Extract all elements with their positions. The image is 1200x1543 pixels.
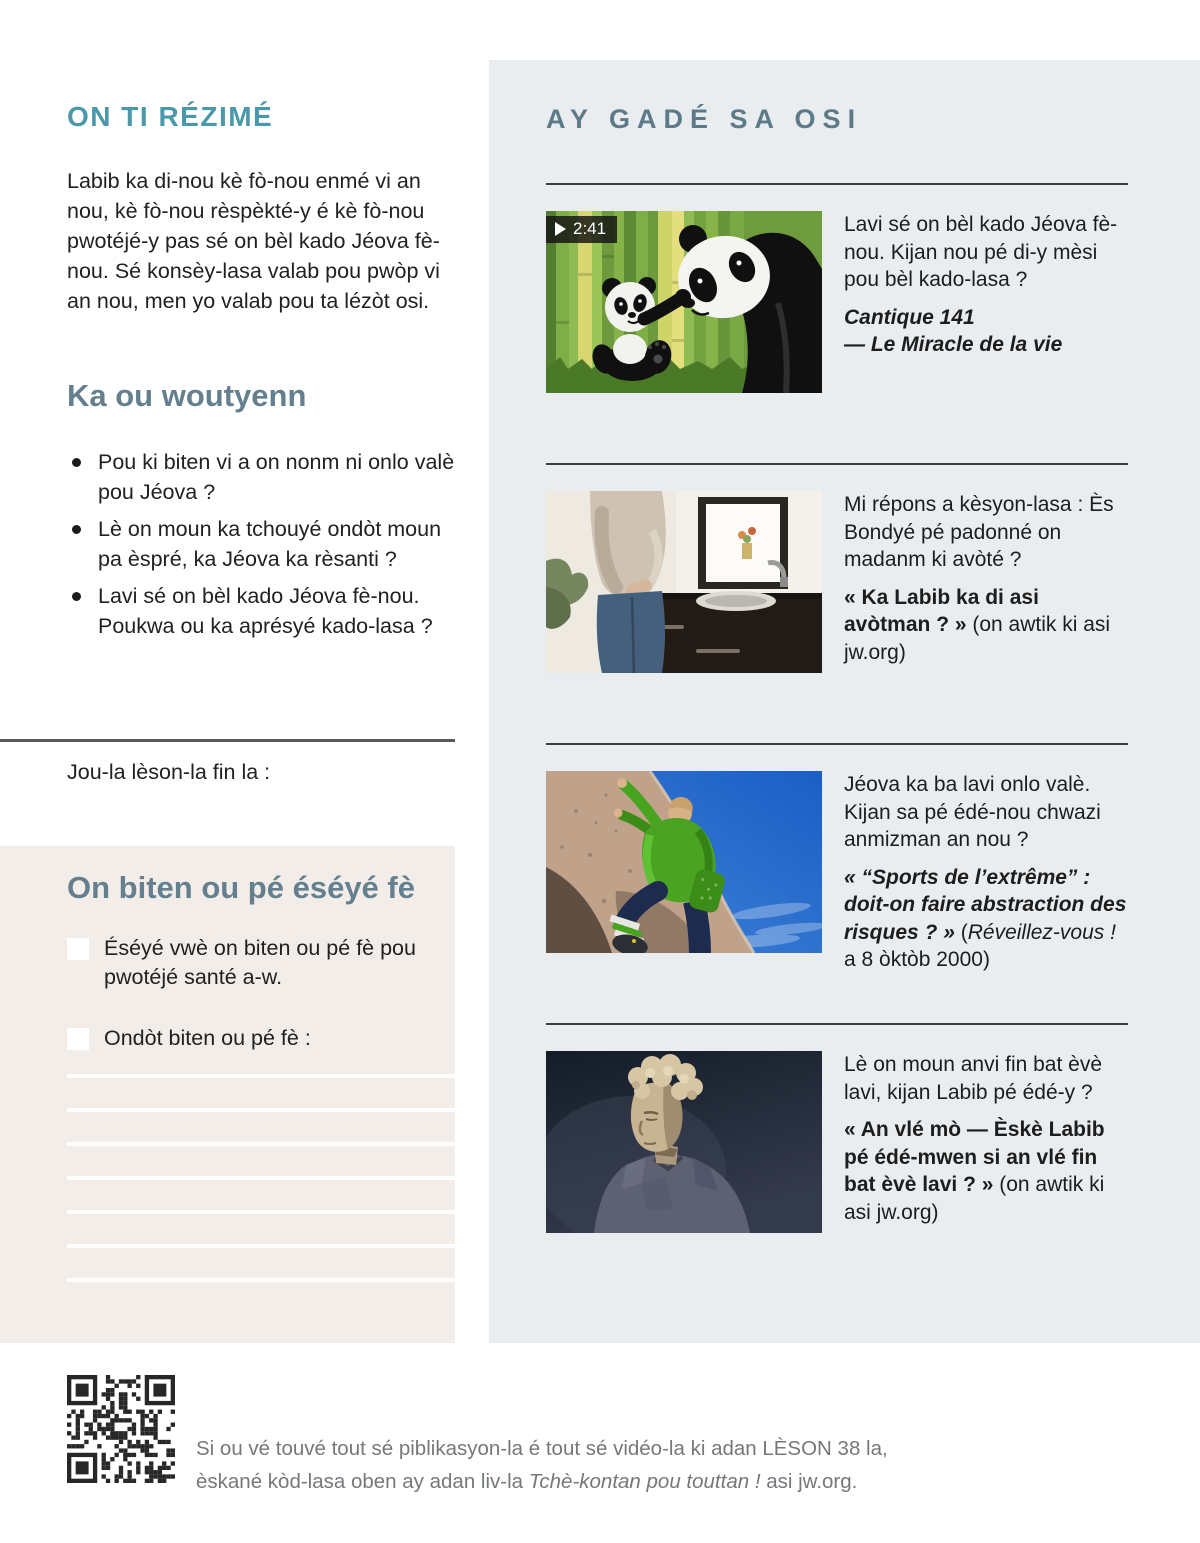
man-looking-down-illustration [546, 1051, 822, 1233]
review-title: Ka ou woutyenn [67, 378, 307, 413]
panda-video-thumbnail[interactable] [546, 211, 822, 393]
item-reference: « Ka Labib ka di asi avòtman ? » (on awtik ki asi jw.org) [844, 585, 1111, 664]
watch-item-list [546, 183, 1128, 1303]
video-duration-badge [546, 216, 617, 243]
goal-item-label: Ondòt biten ou pé fè : [104, 1026, 311, 1050]
review-question: Lè on moun ka tchouyé ondòt moun pa èspré, ka Jéova ka rèsanti ? [67, 514, 465, 574]
summary-title: ON TI RÉZIMÉ [67, 101, 274, 132]
goal-box-title: On biten ou pé éséyé fè [67, 870, 415, 905]
item-reference: « An vlé mò — Èskè Labib pé édé-mwen si an vlé fin bat èvè lavi ? » (on awtik ki asi jw.org) [844, 1118, 1105, 1224]
item-question: Mi répons a kèsyon-lasa : Ès Bondyé pé padonné on madanm ki avòté ? [844, 493, 1114, 571]
goal-item [67, 934, 439, 992]
pregnant-woman-illustration [546, 491, 822, 673]
watch-item [546, 743, 1128, 1023]
sad-man-illustration [546, 1051, 822, 1233]
writing-lines[interactable] [67, 1074, 455, 1312]
completion-date-label: Jou-la lèson-la fin la : [67, 760, 271, 784]
pregnant-woman-photo [546, 491, 822, 673]
watch-item [546, 1023, 1128, 1303]
rock-climber-photo [546, 771, 822, 953]
goal-item [67, 1024, 439, 1053]
review-question: Pou ki biten vi a on nonm ni onlo valè pou Jéova ? [67, 447, 465, 507]
video-duration: 2:41 [573, 219, 607, 238]
item-question: Jéova ka ba lavi onlo valè. Kijan sa pé édé-nou chwazi anmizman an nou ? [844, 773, 1101, 851]
summary-text: Labib ka di-nou kè fò-nou enmé vi an nou, kè fò-nou rèspèkté-y é kè fò-nou pwotéjé-y pas sé on bèl kado Jéova fè-nou. Sé konsèy-lasa valab pou pwòp vi an nou, men yo valab pou ta lézòt osi. [67, 169, 440, 313]
item-reference: « “Sports de l’extrême” : doit-on faire abstraction des risques ? » (Réveillez-vous ! a 8 òktòb 2000) [844, 865, 1127, 971]
watch-also-title: AY GADÉ SA OSI [546, 104, 863, 134]
watch-item [546, 463, 1128, 743]
checkbox[interactable] [67, 1028, 89, 1050]
watch-item [546, 183, 1128, 463]
footer-note: Si ou vé touvé tout sé piblikasyon-la é tout sé vidéo-la ki adan LÈSON 38 la, èskané kòd-lasa oben ay adan liv-la Tchè-kontan pou touttan ! asi jw.org. [196, 1437, 888, 1493]
item-question: Lavi sé on bèl kado Jéova fè-nou. Kijan nou pé di-y mèsi pou bèl kado-lasa ? [844, 213, 1118, 291]
rock-climber-illustration [546, 771, 822, 953]
checkbox[interactable] [67, 938, 89, 960]
item-question: Lè on moun anvi fin bat èvè lavi, kijan Labib pé édé-y ? [844, 1053, 1103, 1104]
play-icon [555, 222, 566, 236]
item-reference: Cantique 141 — Le Miracle de la vie [844, 305, 1063, 356]
watch-also-panel [489, 60, 1200, 1343]
review-question-list [67, 447, 465, 648]
review-question: Lavi sé on bèl kado Jéova fè-nou. Poukwa ou ka aprésyé kado-lasa ? [67, 581, 465, 641]
left-divider [0, 739, 455, 742]
goal-box [0, 846, 455, 1343]
qr-code [67, 1375, 175, 1483]
goal-item-label: Éséyé vwè on biten ou pé fè pou pwotéjé santé a-w. [104, 936, 416, 989]
